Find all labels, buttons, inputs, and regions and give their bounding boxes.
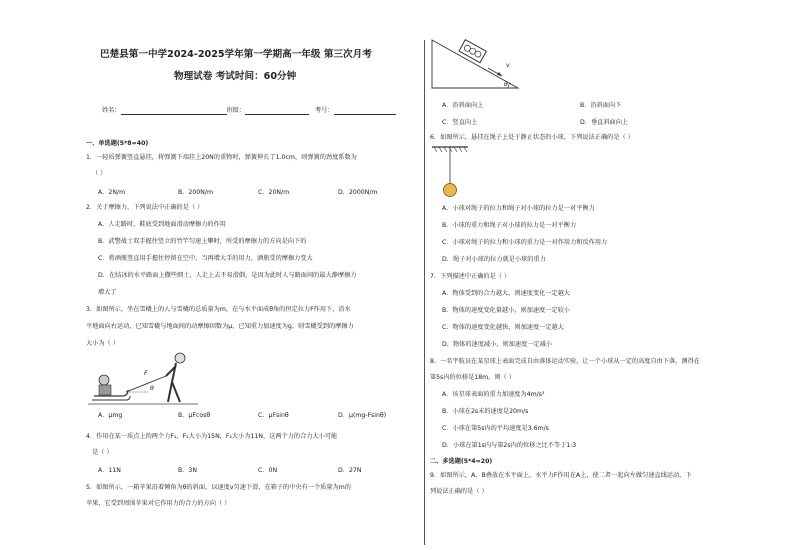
q2-option-c: C．将酒瓶竖直用手握住停留在空中，当再增大手的用力，酒瓶受的摩擦力变大 [98, 255, 313, 262]
hanging-ball-figure [432, 144, 472, 202]
q4-option-c: C．0N [258, 467, 278, 474]
q1-option-b: B．200N/m [178, 189, 213, 196]
q6-option-c: C．小球对绳子的拉力和小球的重力是一对作用力和反作用力 [442, 239, 608, 246]
q1-option-d: D．2000N/m [338, 189, 378, 196]
section2-heading: 二、多选题(5*4=20) [430, 458, 493, 465]
exam-title-line2: 物理试卷 考试时间：60分钟 [174, 71, 297, 82]
q8-option-d: D．小球在第1s内与第2s内的位移之比不等于1:3 [442, 442, 577, 449]
q8-stem-1: 8．一名宇航员在某星球上表面完成自由落体运动实验，让一个小球从一定的高度自由下落，测得在 [430, 358, 700, 365]
sled-angle-label: θ [150, 385, 154, 392]
sled-force-label: F [144, 370, 148, 377]
exam-title-line1: 巴楚县第一中学2024-2025学年第一学期高一年级 第三次月考 [100, 49, 372, 60]
incline-angle-label: θ [504, 81, 508, 88]
q5-option-c: C．竖直向上 [442, 119, 478, 126]
q4-option-a: A．11N [98, 467, 121, 474]
q4-option-d: D．27N [338, 467, 362, 474]
column-divider [424, 40, 425, 545]
q1-stem-2: （ ） [92, 170, 107, 177]
q1-option-c: C．20N/m [258, 189, 290, 196]
q6-stem: 6．如图所示，悬挂在绳子上处于静止状态的小球，下列说法正确的是（ ） [430, 134, 634, 141]
q3-stem-3: 大小为（ ） [86, 340, 119, 347]
sled-figure [88, 352, 198, 408]
q3-option-d: D．μ(mg-Fsinθ) [338, 412, 387, 419]
incline-velocity-label: v [506, 62, 510, 69]
q6-option-b: B．小球的重力和绳子对小球的拉力是一对平衡力 [442, 222, 577, 229]
q5-option-d: D．垂直斜面向上 [580, 119, 629, 126]
q4-stem-1: 4．作用在某一质点上的两个力F₁、F₂大小为15N，F₂大小为11N，这两个力的合力大小可能 [86, 433, 338, 440]
q2-option-d: D．在结冰的水平路面上撒些细土，人走上去不易滑倒，是因为此时人与路面间的最大静摩擦力 [98, 272, 357, 279]
q8-option-c: C．小球在第5s内的平均速度是3.6m/s [442, 425, 549, 432]
q1-option-a: A．2N/m [98, 189, 126, 196]
q7-option-b: B．物体的速度变化量越小，则加速度一定较小 [442, 307, 570, 314]
q3-stem-1: 3．如图所示，坐在雪橇上的人与雪橇的总质量为m，在与水平面成θ角的恒定拉力F作用下，沿水 [86, 306, 351, 313]
q6-option-d: D．绳子对小球的拉力就是小球的重力 [442, 256, 546, 263]
id-label: 考号： [315, 107, 334, 114]
q2-stem: 2．关于摩擦力，下列说法中正确的是（ ） [86, 204, 204, 211]
q3-option-b: B．μFcosθ [178, 412, 211, 419]
q3-stem-2: 平地面向右运动，已知雪橇与地面间的动摩擦因数为μ，已知重力加速度为g，则雪橇受到的摩擦力 [86, 323, 354, 330]
q5-option-b: B．沿斜面向下 [580, 102, 622, 109]
student-info-row [102, 107, 396, 115]
q7-option-a: A．物体受到的合力越大，则速度变化一定越大 [442, 290, 570, 297]
q7-option-d: D．物体的速度减小，则加速度一定减小 [442, 341, 552, 348]
q3-option-a: A．μmg [98, 412, 123, 419]
q8-option-a: A．该星球表面的重力加速度为4m/s² [442, 391, 545, 398]
q8-stem-2: 第5s内的位移是18m，则（ ） [430, 374, 515, 381]
q5-stem-2: 苹果，它受到周围苹果对它作用力的合力的方向（ ） [86, 500, 231, 507]
q5-option-a: A．沿斜面向上 [442, 102, 484, 109]
q7-stem: 7．下列描述中正确的是（ ） [430, 273, 511, 280]
name-label: 姓名： [102, 107, 121, 114]
q9-stem-1: 9．如图所示，A、B叠放在水平面上，水平力F作用在A上，使二者一起向左做匀速直线运动，下 [430, 472, 692, 479]
q3-option-c: C．μFsinθ [258, 412, 289, 419]
q6-option-a: A．小球对绳子的拉力和绳子对小球的拉力是一对平衡力 [442, 205, 595, 212]
id-field[interactable] [334, 108, 396, 115]
q9-stem-2: 列说法正确的是（ ） [430, 488, 488, 495]
q5-stem-1: 5．如图所示，一箱苹果沿着倾角为θ的斜面，以速度v匀速下滑，在箱子的中央有一个质量为m的 [86, 484, 351, 491]
name-field[interactable] [121, 108, 227, 115]
q2-option-b: B．武警战士双手握住竖立的竹竿匀速上攀时，所受的摩擦力的方向是向下的 [98, 238, 307, 245]
q1-stem-1: 1．一轻质弹簧竖直悬挂，将弹簧下端挂上20N的重物时，弹簧伸长了1.0cm，则弹簧的劲度系数为 [86, 154, 357, 161]
class-field[interactable] [245, 108, 309, 115]
q8-option-b: B．小球在2s末的速度是20m/s [442, 408, 529, 415]
q4-option-b: B．3N [178, 467, 197, 474]
q7-option-c: C．物体的速度变化越快，则加速度一定越大 [442, 324, 564, 331]
q4-stem-2: 是（ ） [92, 449, 113, 456]
class-label: 班级： [226, 107, 246, 114]
q2-option-d-cont: 增大了 [98, 289, 117, 296]
section1-heading: 一、单选题(5*8=40) [86, 140, 149, 147]
q2-option-a: A．人走路时，鞋底受到地面滑动摩擦力的作用 [98, 221, 226, 228]
